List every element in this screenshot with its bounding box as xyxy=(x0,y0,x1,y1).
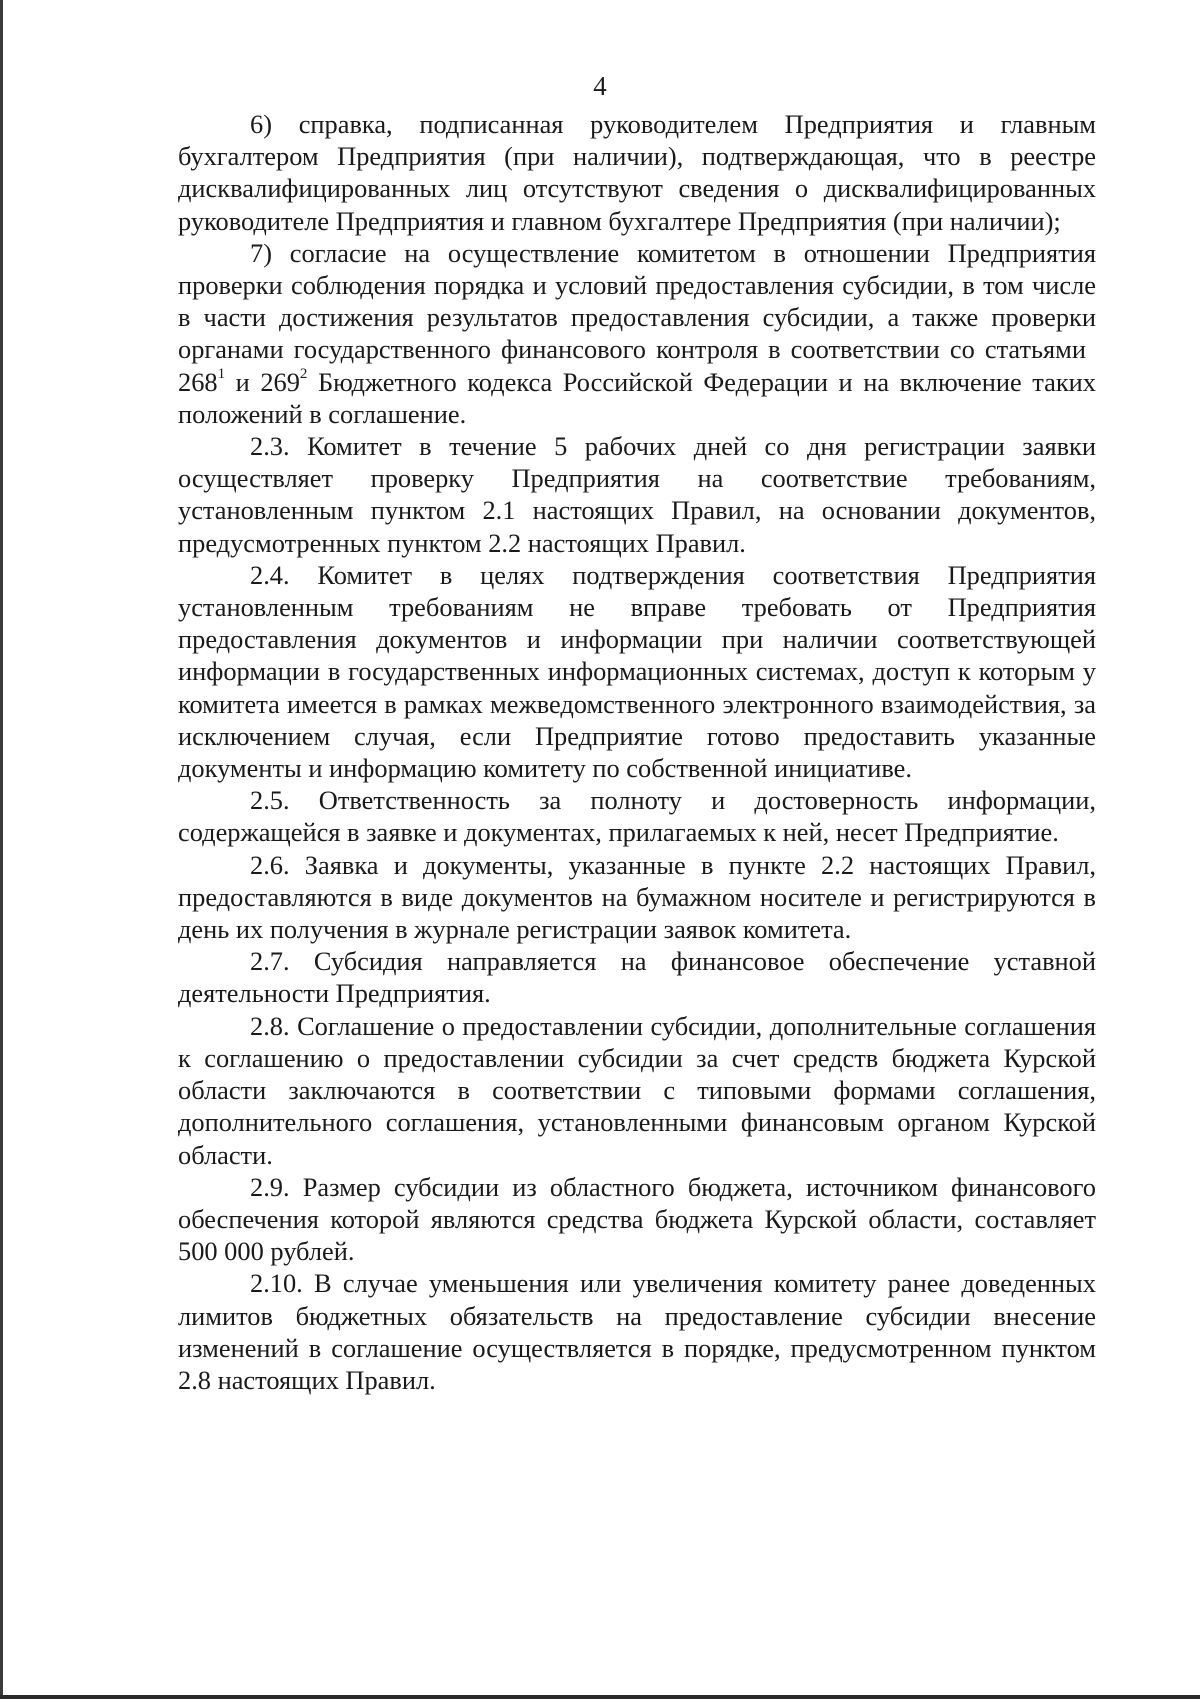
paragraph-2-5: 2.5. Ответственность за полноту и достоверность информации, содержащейся в заявке и документах, прилагаемых к ней, несет Предприятие. xyxy=(178,785,1096,848)
article-268-superscript: 1 xyxy=(217,365,226,382)
article-268-number: 268 xyxy=(178,366,218,397)
paragraph-2-9: 2.9. Размер субсидии из областного бюджета, источником финансового обеспечения которой являются средства бюджета Курской области, составляет 500 000 рублей. xyxy=(178,1171,1096,1267)
paragraph-2-6: 2.6. Заявка и документы, указанные в пункте 2.2 настоящих Правил, предоставляются в виде документов на бумажном носителе и регистрируются в день их получения в журнале регистрации заявок комитета. xyxy=(178,849,1096,945)
paragraph-item-6: 6) справка, подписанная руководителем Предприятия и главным бухгалтером Предприятия (при наличии), подтверждающая, что в реестре дисквалифицированных лиц отсутствуют сведения о дисквалифицированных руководителе Предприятия и главном бухгалтере Предприятия (при наличии); xyxy=(178,109,1096,236)
article-269-superscript: 2 xyxy=(299,365,308,382)
document-body xyxy=(178,108,1096,1396)
scan-edge-left xyxy=(0,0,3,1699)
paragraph-item-7-text-start: 7) согласие на осуществление комитетом в отношении Предприятия проверки соблюдения порядка и условий предоставления субсидии, в том числе в части достижения результатов предоставления субсидии, а также проверки органами государственного финансового контроля в соответствии со статьями xyxy=(178,237,1096,365)
paragraph-item-7-text-end: Бюджетного кодекса Российской Федерации и на включение таких положений в соглашение. xyxy=(178,366,1096,429)
paragraph-2-4: 2.4. Комитет в целях подтверждения соответствия Предприятия установленным требованиям не вправе требовать от Предприятия предоставления документов и информации при наличии соответствующей информации в государственных информационных системах, доступ к которым у комитета имеется в рамках межведомственного электронного взаимодействия, за исключением случая, если Предприятие готово предоставить указанные документы и информацию комитету по собственной инициативе. xyxy=(178,559,1096,784)
paragraph-2-3: 2.3. Комитет в течение 5 рабочих дней со дня регистрации заявки осуществляет проверку Предприятия на соответствие требованиям, установленным пунктом 2.1 настоящих Правил, на основании документов, предусмотренных пунктом 2.2 настоящих Правил. xyxy=(178,431,1096,558)
page-number: 4 xyxy=(593,71,607,101)
paragraph-2-10: 2.10. В случае уменьшения или увеличения комитету ранее доведенных лимитов бюджетных обязательств на предоставление субсидии внесение изменений в соглашение осуществляется в порядке, предусмотренном пунктом 2.8 настоящих Правил. xyxy=(178,1268,1096,1395)
paragraph-2-8: 2.8. Соглашение о предоставлении субсидии, дополнительные соглашения к соглашению о предоставлении субсидии за счет средств бюджета Курской области заключаются в соответствии с типовыми формами соглашения, дополнительного соглашения, установленными финансовым органом Курской области. xyxy=(178,1010,1096,1170)
paragraph-2-7: 2.7. Субсидия направляется на финансовое обеспечение уставной деятельности Предприятия. xyxy=(178,946,1096,1009)
conjunction-and: и xyxy=(235,366,250,397)
article-269-number: 269 xyxy=(260,366,300,397)
scan-edge-bottom xyxy=(0,1695,1200,1699)
paragraph-item-7 xyxy=(178,237,1096,430)
